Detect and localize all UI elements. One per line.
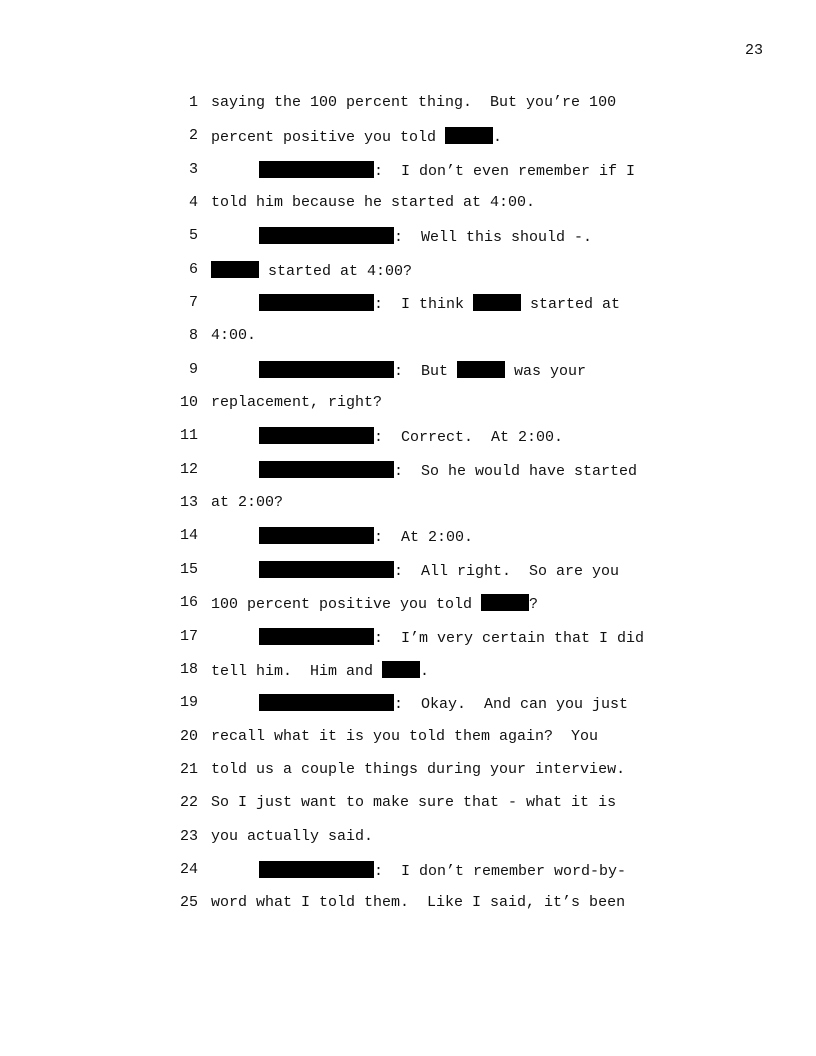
text-segment: : Okay. And can you just bbox=[394, 696, 629, 714]
line-text bbox=[211, 127, 502, 146]
text-segment: : I don’t remember word-by- bbox=[374, 862, 627, 880]
transcript-line bbox=[170, 427, 770, 460]
text-segment: : I’m very certain that I did bbox=[374, 629, 645, 647]
line-number: 4 bbox=[188, 194, 198, 212]
text-segment: tell him. Him and bbox=[211, 662, 383, 680]
text-segment: started at 4:00? bbox=[259, 262, 413, 280]
text-segment: told him because he started at 4:00. bbox=[211, 194, 536, 212]
line-number: 7 bbox=[188, 294, 198, 312]
transcript-line bbox=[170, 561, 770, 594]
line-number: 13 bbox=[179, 494, 198, 512]
text-segment: So I just want to make sure that - what it is bbox=[211, 794, 617, 812]
redaction-box bbox=[457, 361, 505, 378]
line-text bbox=[211, 628, 644, 647]
transcript-line bbox=[170, 728, 770, 761]
line-text bbox=[211, 761, 625, 778]
line-number: 20 bbox=[179, 727, 198, 745]
redaction-box bbox=[259, 561, 394, 578]
redaction-box bbox=[259, 527, 374, 544]
transcript-line bbox=[170, 461, 770, 494]
line-number: 3 bbox=[188, 160, 198, 178]
line-number: 12 bbox=[179, 460, 198, 478]
line-number: 9 bbox=[188, 360, 198, 378]
text-segment: : So he would have started bbox=[394, 462, 638, 480]
redaction-box bbox=[481, 594, 529, 611]
transcript-line bbox=[170, 127, 770, 160]
line-text bbox=[211, 494, 283, 511]
text-segment: told us a couple things during your interview. bbox=[211, 760, 626, 778]
text-segment: ? bbox=[529, 596, 539, 614]
text-segment: recall what it is you told them again? You bbox=[211, 727, 599, 745]
line-number: 22 bbox=[179, 794, 198, 812]
text-segment: : All right. So are you bbox=[394, 562, 620, 580]
line-text bbox=[211, 394, 382, 411]
transcript-line bbox=[170, 594, 770, 627]
transcript-line bbox=[170, 794, 770, 827]
line-text bbox=[211, 828, 373, 845]
transcript-body bbox=[170, 94, 770, 928]
text-segment: started at bbox=[521, 296, 621, 314]
line-number: 19 bbox=[179, 694, 198, 712]
line-text bbox=[211, 261, 412, 280]
line-text bbox=[211, 327, 256, 344]
line-text bbox=[211, 861, 626, 880]
redaction-box bbox=[473, 294, 521, 311]
line-number: 23 bbox=[179, 827, 198, 845]
transcript-line bbox=[170, 94, 770, 127]
transcript-line bbox=[170, 661, 770, 694]
line-number: 15 bbox=[179, 560, 198, 578]
line-text bbox=[211, 694, 628, 713]
redaction-box bbox=[259, 861, 374, 878]
redaction-box bbox=[445, 127, 493, 144]
text-segment: was your bbox=[505, 362, 587, 380]
transcript-line bbox=[170, 761, 770, 794]
line-text bbox=[211, 194, 535, 211]
line-text bbox=[211, 361, 586, 380]
line-number: 11 bbox=[179, 427, 198, 445]
text-segment: . bbox=[420, 662, 430, 680]
line-number: 14 bbox=[179, 527, 198, 545]
line-number: 2 bbox=[188, 127, 198, 145]
transcript-line bbox=[170, 861, 770, 894]
transcript-line bbox=[170, 894, 770, 927]
line-number: 1 bbox=[188, 94, 198, 111]
line-text bbox=[211, 227, 592, 246]
line-text bbox=[211, 728, 598, 745]
transcript-line bbox=[170, 261, 770, 294]
redaction-box bbox=[259, 427, 374, 444]
line-text bbox=[211, 427, 563, 446]
line-number: 17 bbox=[179, 627, 198, 645]
text-segment: : I think bbox=[374, 296, 474, 314]
line-number: 16 bbox=[179, 594, 198, 612]
transcript-line bbox=[170, 394, 770, 427]
redaction-box bbox=[259, 161, 374, 178]
redaction-box bbox=[259, 361, 394, 378]
text-segment: replacement, right? bbox=[211, 394, 383, 412]
transcript-line bbox=[170, 694, 770, 727]
line-text bbox=[211, 161, 635, 180]
transcript-line bbox=[170, 494, 770, 527]
text-segment: you actually said. bbox=[211, 827, 374, 845]
redaction-box bbox=[259, 227, 394, 244]
transcript-line bbox=[170, 161, 770, 194]
text-segment: : Correct. At 2:00. bbox=[374, 429, 564, 447]
line-text bbox=[211, 661, 429, 680]
transcript-line bbox=[170, 828, 770, 861]
line-text bbox=[211, 594, 538, 613]
redaction-box bbox=[259, 694, 394, 711]
text-segment: : At 2:00. bbox=[374, 529, 474, 547]
line-number: 6 bbox=[188, 260, 198, 278]
line-text bbox=[211, 527, 473, 546]
transcript-line bbox=[170, 327, 770, 360]
text-segment: at 2:00? bbox=[211, 494, 284, 512]
text-segment: : I don’t even remember if I bbox=[374, 162, 636, 180]
page-number: 23 bbox=[744, 42, 763, 59]
text-segment: saying the 100 percent thing. But you’re 100 bbox=[211, 94, 617, 111]
line-text bbox=[211, 294, 620, 313]
text-segment: word what I told them. Like I said, it’s been bbox=[211, 894, 626, 912]
transcript-line bbox=[170, 361, 770, 394]
redaction-box bbox=[259, 461, 394, 478]
text-segment: : Well this should -. bbox=[394, 229, 593, 247]
text-segment: 100 percent positive you told bbox=[211, 596, 482, 614]
line-number: 25 bbox=[179, 894, 198, 912]
text-segment: percent positive you told bbox=[211, 129, 446, 147]
line-text bbox=[211, 894, 625, 911]
text-segment: . bbox=[493, 129, 503, 147]
line-number: 8 bbox=[188, 327, 198, 345]
transcript-line bbox=[170, 294, 770, 327]
redaction-box bbox=[259, 628, 374, 645]
transcript-line bbox=[170, 227, 770, 260]
line-number: 24 bbox=[179, 860, 198, 878]
line-number: 10 bbox=[179, 394, 198, 412]
line-number: 5 bbox=[188, 227, 198, 245]
line-text bbox=[211, 461, 637, 480]
line-number: 21 bbox=[179, 760, 198, 778]
line-text bbox=[211, 561, 619, 580]
text-segment: : But bbox=[394, 362, 458, 380]
line-text bbox=[211, 94, 616, 111]
redaction-box bbox=[382, 661, 420, 678]
line-number: 18 bbox=[179, 660, 198, 678]
text-segment: 4:00. bbox=[211, 327, 257, 345]
transcript-line bbox=[170, 527, 770, 560]
redaction-box bbox=[211, 261, 259, 278]
redaction-box bbox=[259, 294, 374, 311]
line-text bbox=[211, 794, 616, 811]
transcript-line bbox=[170, 628, 770, 661]
transcript-line bbox=[170, 194, 770, 227]
